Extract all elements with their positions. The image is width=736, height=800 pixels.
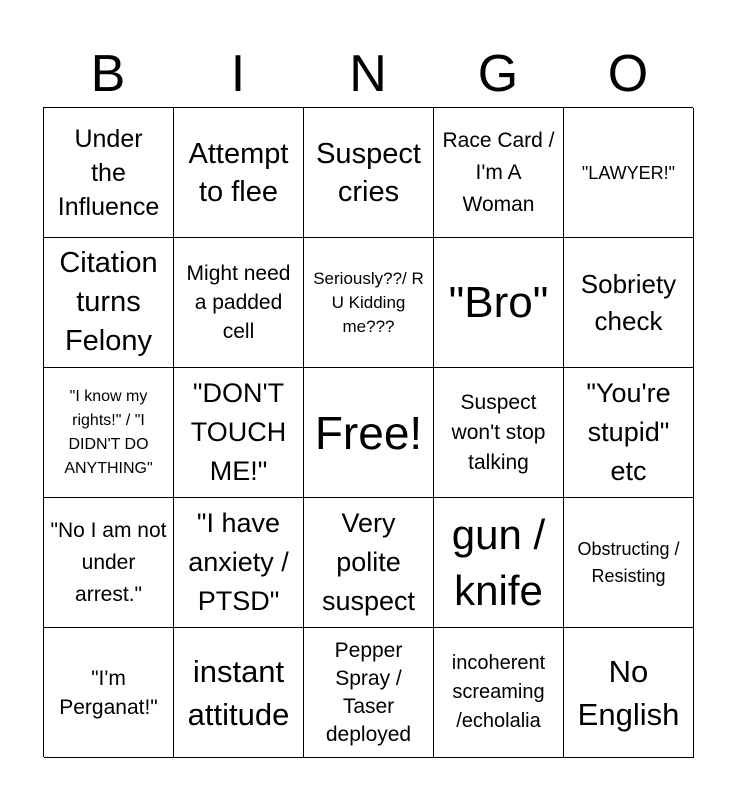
- cell-label: "DON'T TOUCH ME!": [190, 378, 287, 486]
- cell-label: No English: [577, 653, 680, 732]
- bingo-cell[interactable]: [174, 628, 304, 758]
- bingo-cell[interactable]: [434, 368, 564, 498]
- cell-label: Suspect won't stop talking: [451, 390, 546, 474]
- cell-label: Very polite suspect: [321, 508, 416, 616]
- bingo-cell[interactable]: [44, 628, 174, 758]
- bingo-cell[interactable]: [434, 628, 564, 758]
- bingo-cell[interactable]: [564, 108, 694, 238]
- cell-label: Under the Influence: [57, 124, 160, 221]
- bingo-cell[interactable]: [174, 368, 304, 498]
- cell-label: Free!: [314, 406, 423, 459]
- bingo-cell[interactable]: [304, 628, 434, 758]
- bingo-cell[interactable]: [434, 238, 564, 368]
- bingo-cell[interactable]: [304, 238, 434, 368]
- bingo-card: [43, 107, 693, 757]
- header-letter-i: I: [230, 45, 246, 103]
- cell-label: "I know my rights!" / "I DIDN'T DO ANYTHING": [64, 387, 153, 477]
- bingo-cell[interactable]: [564, 498, 694, 628]
- bingo-header: [43, 44, 693, 104]
- bingo-cell[interactable]: [174, 498, 304, 628]
- cell-label: "LAWYER!": [581, 162, 676, 183]
- header-letter-o: O: [607, 45, 649, 103]
- cell-label: "You're stupid" etc: [586, 378, 671, 486]
- cell-label: "I'm Perganat!": [59, 666, 158, 719]
- cell-label: Attempt to flee: [188, 137, 289, 208]
- bingo-cell[interactable]: [434, 108, 564, 238]
- cell-label: Race Card / I'm A Woman: [442, 128, 555, 216]
- bingo-cell[interactable]: [564, 368, 694, 498]
- cell-label: Pepper Spray / Taser deployed: [325, 638, 412, 746]
- bingo-cell[interactable]: [174, 108, 304, 238]
- bingo-cell[interactable]: [44, 108, 174, 238]
- cell-label: incoherent screaming /echolalia: [451, 652, 546, 732]
- bingo-cell[interactable]: [44, 238, 174, 368]
- cell-label: Suspect cries: [316, 137, 421, 208]
- bingo-cell-free[interactable]: [304, 368, 434, 498]
- cell-label: Citation turns Felony: [59, 247, 158, 357]
- cell-label: "Bro": [448, 277, 549, 327]
- header-letter-g: G: [477, 45, 519, 103]
- bingo-cell[interactable]: [564, 628, 694, 758]
- bingo-cell[interactable]: [564, 238, 694, 368]
- bingo-cell[interactable]: [304, 108, 434, 238]
- cell-label: Seriously??/ R U Kidding me???: [313, 268, 424, 336]
- bingo-cell[interactable]: [44, 368, 174, 498]
- header-letter-b: B: [90, 45, 126, 103]
- cell-label: gun / knife: [451, 510, 546, 614]
- cell-label: "No I am not under arrest.": [50, 518, 167, 606]
- header-letter-n: N: [349, 45, 387, 103]
- bingo-cell[interactable]: [434, 498, 564, 628]
- cell-label: Might need a padded cell: [186, 262, 291, 343]
- cell-label: "I have anxiety / PTSD": [188, 508, 289, 616]
- bingo-cell[interactable]: [174, 238, 304, 368]
- cell-label: Obstructing / Resisting: [577, 538, 680, 586]
- bingo-cell[interactable]: [304, 498, 434, 628]
- cell-label: Sobriety check: [580, 268, 677, 336]
- bingo-cell[interactable]: [44, 498, 174, 628]
- cell-label: instant attitude: [187, 653, 290, 732]
